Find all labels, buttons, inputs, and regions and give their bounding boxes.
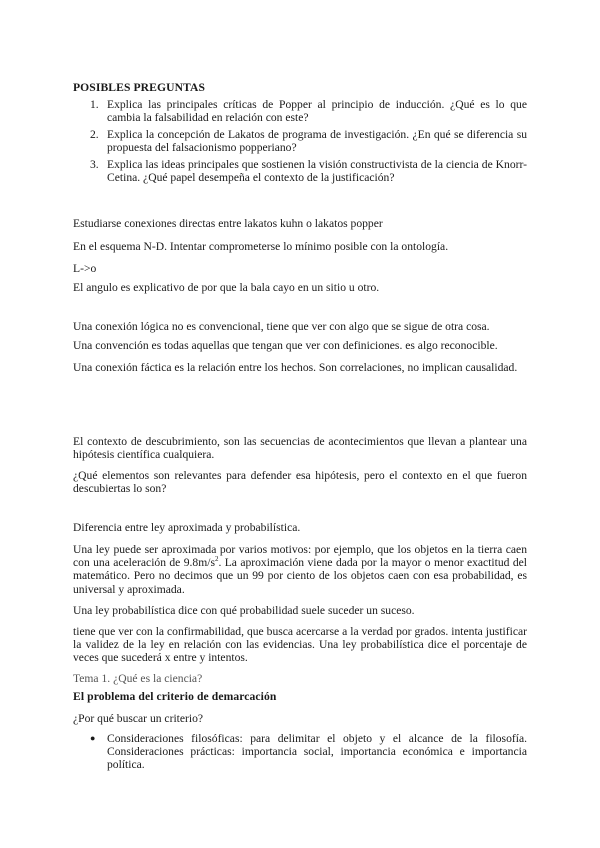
list-item	[73, 128, 527, 154]
bullet-icon: ●	[90, 733, 96, 743]
paragraph-confirmability: tiene que ver con la confirmabilidad, que busca acercarse a la verdad por grados. intenta justificar la validez de la ley en relación con las evidencias. Una ley probabilística dice el porcentaje de veces que sucederá x entre y intentos.	[73, 625, 527, 665]
section-heading: POSIBLES PREGUNTAS	[73, 81, 206, 94]
approx-text-part1: Una ley puede ser aproximada por varios motivos: por ejemplo, que los objetos en la tierra caen con una aceleración de 9.8m/s	[73, 543, 527, 570]
list-item-text: Explica las principales críticas de Popper al principio de inducción. ¿Qué es lo que cambia la falsabilidad en relación con este?	[107, 98, 527, 125]
superscript: 2	[214, 555, 219, 564]
bullet-list	[73, 732, 527, 772]
topic-label: Tema 1. ¿Qué es la ciencia?	[73, 672, 203, 685]
note-paragraph: El angulo es explicativo de por que la bala cayo en un sitio u otro.	[73, 281, 380, 294]
note-paragraph: En el esquema N-D. Intentar comprometerse lo mínimo posible con la ontología.	[73, 240, 449, 253]
list-item	[73, 732, 527, 772]
note-paragraph: L->o	[73, 262, 97, 275]
paragraph-probabilistic-law: Una ley probabilística dice con qué probabilidad suele suceder un suceso.	[73, 604, 415, 617]
list-item-text: Explica las ideas principales que sostienen la visión constructivista de la ciencia de Knorr-Cetina. ¿Qué papel desempeña el contexto de la justificación?	[107, 158, 527, 185]
list-item-text: Explica la concepción de Lakatos de programa de investigación. ¿En qué se diferencia su propuesta del falsacionismo popperiano?	[107, 128, 527, 155]
list-number: 3.	[90, 158, 99, 171]
paragraph-convention: Una convención es todas aquellas que tengan que ver con definiciones. es algo reconocible.	[73, 339, 498, 352]
list-number: 1.	[90, 98, 99, 111]
laws-title: Diferencia entre ley aproximada y probabilística.	[73, 521, 301, 534]
paragraph-discovery-context: El contexto de descubrimiento, son las secuencias de acontecimientos que llevan a plantear una hipótesis científica cualquiera.	[73, 435, 527, 462]
note-paragraph: Estudiarse conexiones directas entre lakatos kuhn o lakatos popper	[73, 217, 383, 230]
list-item	[73, 98, 527, 124]
topic-question: ¿Por qué buscar un criterio?	[73, 712, 204, 725]
list-number: 2.	[90, 128, 99, 141]
paragraph-factual-connection: Una conexión fáctica es la relación entre los hechos. Son correlaciones, no implican causalidad.	[73, 361, 518, 374]
paragraph-approximate-law	[73, 543, 527, 596]
section-title: El problema del criterio de demarcación	[73, 690, 277, 703]
list-item	[73, 158, 527, 184]
paragraph-context-question: ¿Qué elementos son relevantes para defender esa hipótesis, pero el contexto en el que fueron descubiertas lo son?	[73, 469, 527, 496]
list-item-text: Consideraciones filosóficas: para delimitar el objeto y el alcance de la filosofía. Consideraciones prácticas: importancia social, importancia económica e importancia política.	[107, 732, 527, 772]
approx-text-part2: . La aproximación viene dada por la mayor o menor exactitud del matemático. Pero no decimos que un 99 por ciento de los objetos caen con esa probabilidad, es universal y aproximada.	[73, 556, 527, 596]
questions-list	[73, 98, 527, 188]
paragraph-logical-connection: Una conexión lógica no es convencional, tiene que ver con algo que se sigue de otra cosa.	[73, 320, 490, 333]
